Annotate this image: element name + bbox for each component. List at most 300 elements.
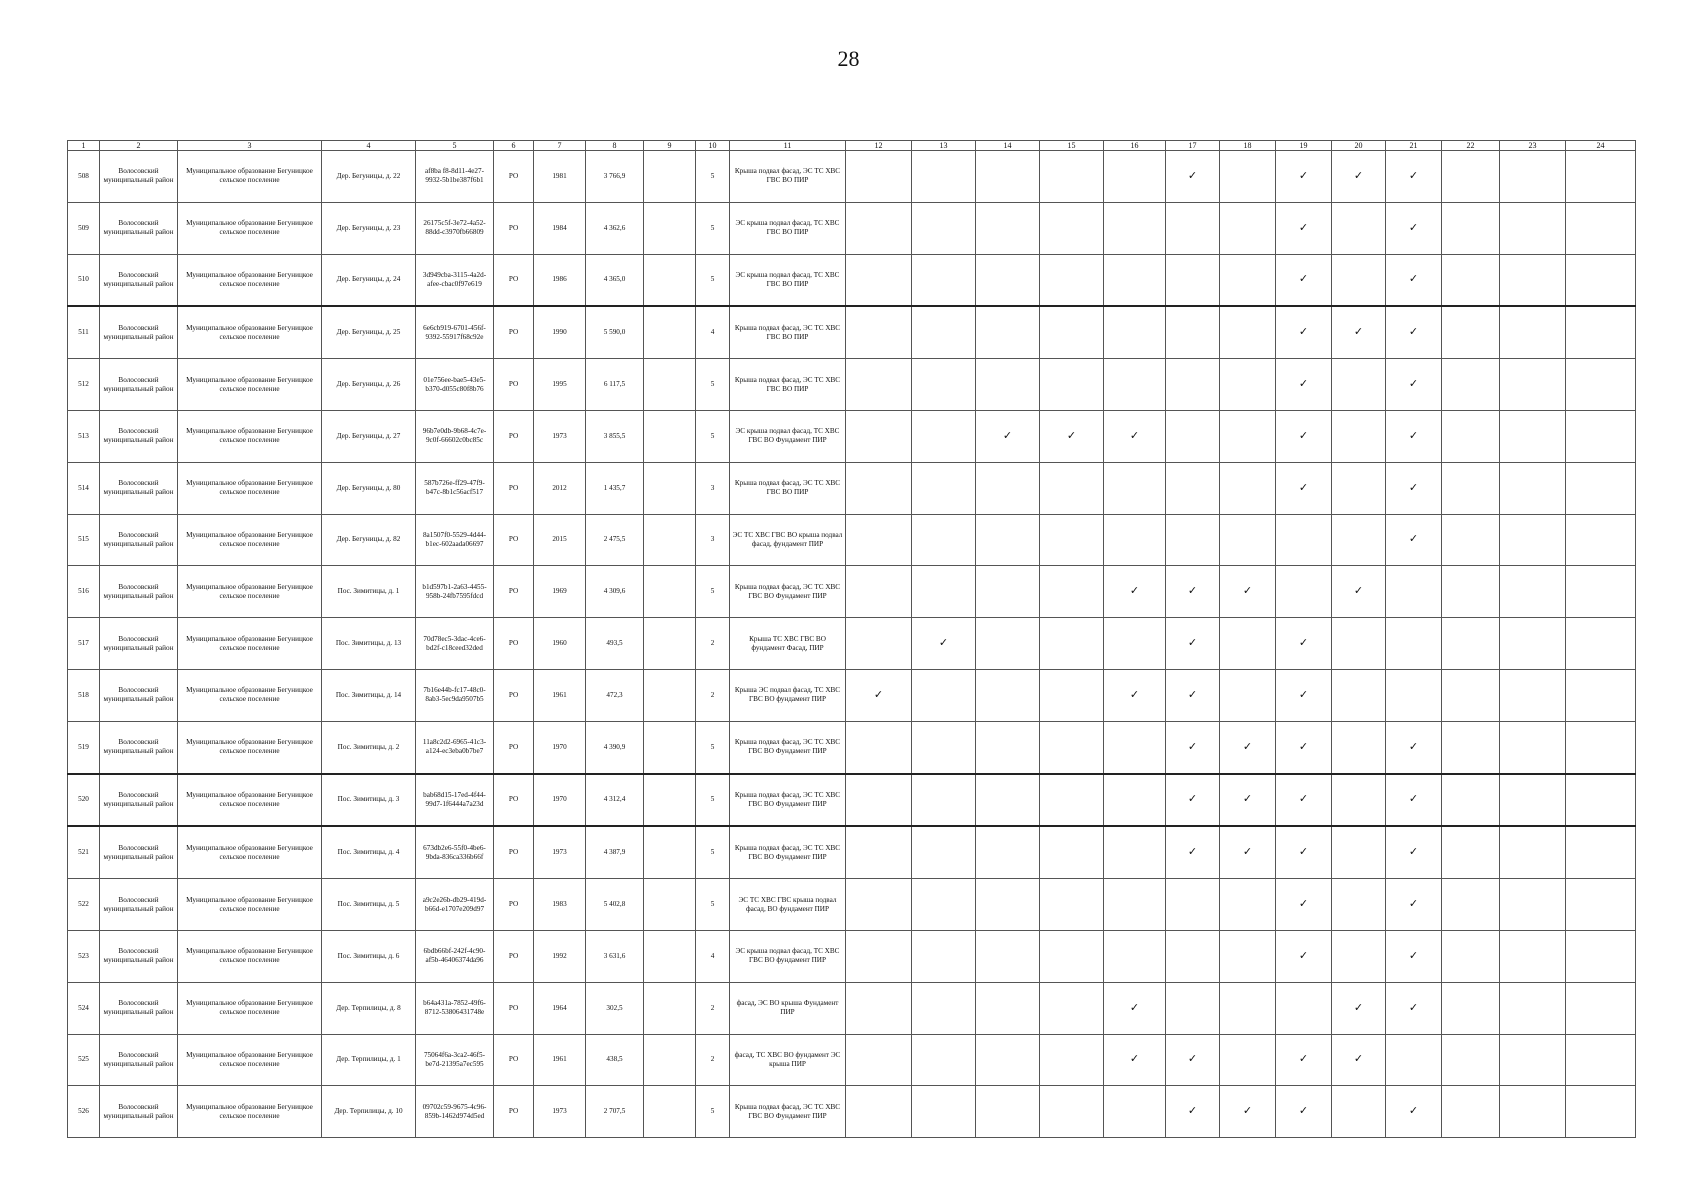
empty-cell: [1566, 669, 1636, 721]
table-row: [68, 514, 1636, 566]
empty-cell: [1040, 306, 1104, 358]
year-cell: 1995: [534, 359, 586, 411]
empty-cell: [976, 151, 1040, 203]
empty-cell: [846, 202, 912, 254]
works-cell: ЭС крыша подвал фасад, ТС ХВС ГВС ВО ПИР: [730, 254, 846, 306]
municipality-cell: Муниципальное образование Бегуницкое сельское поселение: [178, 410, 322, 462]
column-9-cell: [644, 879, 696, 931]
guid-cell: 6e6cb919-6701-456f-9392-55917f68c92e: [416, 306, 494, 358]
empty-cell: [976, 930, 1040, 982]
empty-cell: [846, 774, 912, 827]
district-cell: Волосовский муниципальный район: [100, 774, 178, 827]
ownership-type-cell: РО: [494, 1086, 534, 1138]
floors-cell: 4: [696, 930, 730, 982]
municipality-cell: Муниципальное образование Бегуницкое сельское поселение: [178, 669, 322, 721]
works-cell: Крыша подвал фасад, ЭС ТС ХВС ГВС ВО Фундамент ПИР: [730, 826, 846, 878]
empty-cell: [1040, 930, 1104, 982]
guid-cell: 70d78ec5-3dac-4ce6-bd2f-c18ceed32ded: [416, 618, 494, 670]
empty-cell: [1386, 669, 1442, 721]
ownership-type-cell: РО: [494, 306, 534, 358]
works-cell: Крыша подвал фасад, ЭС ТС ХВС ГВС ВО ПИР: [730, 359, 846, 411]
row-number: 526: [68, 1086, 100, 1138]
empty-cell: [912, 774, 976, 827]
empty-cell: [1220, 618, 1276, 670]
empty-cell: [912, 982, 976, 1034]
address-cell: Дер. Терпилицы, д. 10: [322, 1086, 416, 1138]
row-number: 515: [68, 514, 100, 566]
address-cell: Дер. Бегуницы, д. 27: [322, 410, 416, 462]
empty-cell: [846, 721, 912, 773]
check-mark-icon: ✓: [1386, 410, 1442, 462]
area-cell: 4 309,6: [586, 566, 644, 618]
empty-cell: [1566, 462, 1636, 514]
district-cell: Волосовский муниципальный район: [100, 359, 178, 411]
empty-cell: [1442, 1034, 1500, 1086]
empty-cell: [1566, 774, 1636, 827]
empty-cell: [1566, 930, 1636, 982]
empty-cell: [976, 826, 1040, 878]
check-mark-icon: ✓: [1276, 826, 1332, 878]
table-row: [68, 879, 1636, 931]
empty-cell: [1442, 306, 1500, 358]
column-9-cell: [644, 618, 696, 670]
check-mark-icon: ✓: [1220, 774, 1276, 827]
check-mark-icon: ✓: [1276, 618, 1332, 670]
empty-cell: [1500, 410, 1566, 462]
floors-cell: 5: [696, 879, 730, 931]
column-9-cell: [644, 930, 696, 982]
address-cell: Пос. Зимитицы, д. 4: [322, 826, 416, 878]
check-mark-icon: ✓: [1166, 826, 1220, 878]
row-number: 519: [68, 721, 100, 773]
column-number: 24: [1566, 141, 1636, 151]
year-cell: 1970: [534, 774, 586, 827]
check-mark-icon: ✓: [1386, 306, 1442, 358]
empty-cell: [1220, 462, 1276, 514]
ownership-type-cell: РО: [494, 566, 534, 618]
empty-cell: [1442, 669, 1500, 721]
column-number: 18: [1220, 141, 1276, 151]
empty-cell: [1566, 1034, 1636, 1086]
column-number: 1: [68, 141, 100, 151]
row-number: 510: [68, 254, 100, 306]
guid-cell: 75064f6a-3ca2-46f5-be7d-21395a7ec595: [416, 1034, 494, 1086]
empty-cell: [1500, 1086, 1566, 1138]
row-number: 524: [68, 982, 100, 1034]
table-row: [68, 359, 1636, 411]
empty-cell: [846, 514, 912, 566]
empty-cell: [976, 254, 1040, 306]
empty-cell: [1332, 774, 1386, 827]
empty-cell: [1500, 879, 1566, 931]
table-row: [68, 774, 1636, 827]
ownership-type-cell: РО: [494, 982, 534, 1034]
check-mark-icon: ✓: [1386, 879, 1442, 931]
year-cell: 1984: [534, 202, 586, 254]
year-cell: 1973: [534, 826, 586, 878]
empty-cell: [1040, 669, 1104, 721]
check-mark-icon: ✓: [1276, 1034, 1332, 1086]
empty-cell: [1566, 618, 1636, 670]
table-row: [68, 254, 1636, 306]
area-cell: 5 402,8: [586, 879, 644, 931]
ownership-type-cell: РО: [494, 202, 534, 254]
empty-cell: [1442, 930, 1500, 982]
works-cell: ЭС крыша подвал фасад, ТС ХВС ГВС ВО ПИР: [730, 202, 846, 254]
area-cell: 4 362,6: [586, 202, 644, 254]
check-mark-icon: ✓: [1166, 1034, 1220, 1086]
works-cell: ЭС ТС ХВС ГВС крыша подвал фасад, ВО фундамент ПИР: [730, 879, 846, 931]
row-number: 514: [68, 462, 100, 514]
floors-cell: 3: [696, 514, 730, 566]
empty-cell: [912, 151, 976, 203]
works-cell: фасад, ТС ХВС ВО фундамент ЭС крыша ПИР: [730, 1034, 846, 1086]
check-mark-icon: ✓: [1104, 410, 1166, 462]
empty-cell: [1566, 721, 1636, 773]
municipality-cell: Муниципальное образование Бегуницкое сельское поселение: [178, 462, 322, 514]
empty-cell: [1500, 254, 1566, 306]
empty-cell: [1040, 879, 1104, 931]
empty-cell: [912, 202, 976, 254]
district-cell: Волосовский муниципальный район: [100, 879, 178, 931]
works-cell: Крыша ЭС подвал фасад, ТС ХВС ГВС ВО фундамент ПИР: [730, 669, 846, 721]
ownership-type-cell: РО: [494, 826, 534, 878]
empty-cell: [846, 254, 912, 306]
ownership-type-cell: РО: [494, 151, 534, 203]
column-number: 12: [846, 141, 912, 151]
empty-cell: [976, 359, 1040, 411]
floors-cell: 5: [696, 721, 730, 773]
column-number: 22: [1442, 141, 1500, 151]
column-number: 23: [1500, 141, 1566, 151]
check-mark-icon: ✓: [1386, 982, 1442, 1034]
empty-cell: [1166, 982, 1220, 1034]
empty-cell: [1442, 1086, 1500, 1138]
year-cell: 1973: [534, 410, 586, 462]
ownership-type-cell: РО: [494, 618, 534, 670]
check-mark-icon: ✓: [1104, 669, 1166, 721]
check-mark-icon: ✓: [1276, 202, 1332, 254]
empty-cell: [1500, 202, 1566, 254]
municipality-cell: Муниципальное образование Бегуницкое сельское поселение: [178, 306, 322, 358]
empty-cell: [1166, 879, 1220, 931]
address-cell: Пос. Зимитицы, д. 2: [322, 721, 416, 773]
municipality-cell: Муниципальное образование Бегуницкое сельское поселение: [178, 930, 322, 982]
address-cell: Дер. Терпилицы, д. 1: [322, 1034, 416, 1086]
guid-cell: 26175c5f-3e72-4a52-88dd-c3970fb66809: [416, 202, 494, 254]
empty-cell: [1220, 930, 1276, 982]
empty-cell: [1220, 514, 1276, 566]
area-cell: 4 390,9: [586, 721, 644, 773]
check-mark-icon: ✓: [1276, 721, 1332, 773]
empty-cell: [1386, 618, 1442, 670]
guid-cell: a9c2e26b-db29-419d-b66d-e1707e209d97: [416, 879, 494, 931]
year-cell: 1973: [534, 1086, 586, 1138]
municipality-cell: Муниципальное образование Бегуницкое сельское поселение: [178, 1086, 322, 1138]
floors-cell: 4: [696, 306, 730, 358]
municipality-cell: Муниципальное образование Бегуницкое сельское поселение: [178, 254, 322, 306]
column-number: 11: [730, 141, 846, 151]
empty-cell: [1104, 514, 1166, 566]
empty-cell: [912, 462, 976, 514]
floors-cell: 2: [696, 618, 730, 670]
table-row: [68, 462, 1636, 514]
column-number: 15: [1040, 141, 1104, 151]
empty-cell: [1104, 359, 1166, 411]
empty-cell: [1332, 669, 1386, 721]
floors-cell: 5: [696, 826, 730, 878]
empty-cell: [846, 1086, 912, 1138]
column-9-cell: [644, 306, 696, 358]
empty-cell: [976, 514, 1040, 566]
empty-cell: [976, 669, 1040, 721]
floors-cell: 5: [696, 1086, 730, 1138]
column-number: 13: [912, 141, 976, 151]
page-number: 28: [837, 46, 860, 71]
address-cell: Пос. Зимитицы, д. 14: [322, 669, 416, 721]
floors-cell: 2: [696, 1034, 730, 1086]
empty-cell: [1040, 982, 1104, 1034]
check-mark-icon: ✓: [912, 618, 976, 670]
empty-cell: [1332, 721, 1386, 773]
empty-cell: [976, 774, 1040, 827]
empty-cell: [1566, 359, 1636, 411]
table-row: [68, 151, 1636, 203]
ownership-type-cell: РО: [494, 514, 534, 566]
column-9-cell: [644, 254, 696, 306]
empty-cell: [1104, 1086, 1166, 1138]
year-cell: 2012: [534, 462, 586, 514]
year-cell: 1961: [534, 669, 586, 721]
works-cell: Крыша подвал фасад, ЭС ТС ХВС ГВС ВО ПИР: [730, 151, 846, 203]
empty-cell: [1332, 618, 1386, 670]
check-mark-icon: ✓: [1276, 306, 1332, 358]
empty-cell: [1040, 359, 1104, 411]
check-mark-icon: ✓: [1166, 151, 1220, 203]
column-9-cell: [644, 1086, 696, 1138]
works-cell: ЭС ТС ХВС ГВС ВО крыша подвал фасад, фундамент ПИР: [730, 514, 846, 566]
guid-cell: 96b7e0db-9b68-4c7e-9c0f-66602c0bc85c: [416, 410, 494, 462]
municipality-cell: Муниципальное образование Бегуницкое сельское поселение: [178, 879, 322, 931]
empty-cell: [912, 826, 976, 878]
empty-cell: [1332, 514, 1386, 566]
address-cell: Дер. Терпилицы, д. 8: [322, 982, 416, 1034]
empty-cell: [912, 930, 976, 982]
column-number: 5: [416, 141, 494, 151]
empty-cell: [1500, 151, 1566, 203]
check-mark-icon: ✓: [1386, 721, 1442, 773]
area-cell: 3 766,9: [586, 151, 644, 203]
empty-cell: [1220, 410, 1276, 462]
empty-cell: [1332, 879, 1386, 931]
check-mark-icon: ✓: [1276, 254, 1332, 306]
check-mark-icon: ✓: [1386, 930, 1442, 982]
municipality-cell: Муниципальное образование Бегуницкое сельское поселение: [178, 202, 322, 254]
municipality-cell: Муниципальное образование Бегуницкое сельское поселение: [178, 566, 322, 618]
empty-cell: [1276, 514, 1332, 566]
empty-cell: [912, 566, 976, 618]
area-cell: 2 475,5: [586, 514, 644, 566]
municipality-cell: Муниципальное образование Бегуницкое сельское поселение: [178, 826, 322, 878]
empty-cell: [1442, 618, 1500, 670]
column-number: 16: [1104, 141, 1166, 151]
empty-cell: [1040, 826, 1104, 878]
municipality-cell: Муниципальное образование Бегуницкое сельское поселение: [178, 721, 322, 773]
address-cell: Дер. Бегуницы, д. 23: [322, 202, 416, 254]
empty-cell: [1104, 254, 1166, 306]
check-mark-icon: ✓: [1166, 1086, 1220, 1138]
empty-cell: [1104, 618, 1166, 670]
empty-cell: [1386, 1034, 1442, 1086]
empty-cell: [1500, 930, 1566, 982]
column-number: 20: [1332, 141, 1386, 151]
ownership-type-cell: РО: [494, 410, 534, 462]
column-number: 19: [1276, 141, 1332, 151]
empty-cell: [1566, 306, 1636, 358]
district-cell: Волосовский муниципальный район: [100, 982, 178, 1034]
empty-cell: [1166, 202, 1220, 254]
check-mark-icon: ✓: [1166, 566, 1220, 618]
column-number: 7: [534, 141, 586, 151]
empty-cell: [1276, 982, 1332, 1034]
empty-cell: [1442, 359, 1500, 411]
empty-cell: [1332, 359, 1386, 411]
works-cell: Крыша подвал фасад, ЭС ТС ХВС ГВС ВО Фундамент ПИР: [730, 721, 846, 773]
empty-cell: [1040, 202, 1104, 254]
table-row: [68, 930, 1636, 982]
empty-cell: [1442, 514, 1500, 566]
empty-cell: [1386, 566, 1442, 618]
guid-cell: af8ba f8-8d11-4e27-9932-5b1be387f6b1: [416, 151, 494, 203]
district-cell: Волосовский муниципальный район: [100, 514, 178, 566]
district-cell: Волосовский муниципальный район: [100, 202, 178, 254]
empty-cell: [1040, 774, 1104, 827]
ownership-type-cell: РО: [494, 1034, 534, 1086]
check-mark-icon: ✓: [1276, 879, 1332, 931]
municipality-cell: Муниципальное образование Бегуницкое сельское поселение: [178, 618, 322, 670]
guid-cell: bab68d15-17ed-4f44-99d7-1f6444a7a23d: [416, 774, 494, 827]
empty-cell: [976, 1034, 1040, 1086]
empty-cell: [912, 879, 976, 931]
check-mark-icon: ✓: [1386, 359, 1442, 411]
year-cell: 1990: [534, 306, 586, 358]
empty-cell: [1566, 514, 1636, 566]
empty-cell: [1566, 1086, 1636, 1138]
district-cell: Волосовский муниципальный район: [100, 721, 178, 773]
check-mark-icon: ✓: [1386, 462, 1442, 514]
empty-cell: [1166, 930, 1220, 982]
area-cell: 3 855,5: [586, 410, 644, 462]
empty-cell: [1166, 306, 1220, 358]
district-cell: Волосовский муниципальный район: [100, 1086, 178, 1138]
empty-cell: [976, 566, 1040, 618]
row-number: 508: [68, 151, 100, 203]
address-cell: Пос. Зимитицы, д. 13: [322, 618, 416, 670]
empty-cell: [846, 982, 912, 1034]
works-cell: Крыша подвал фасад, ЭС ТС ХВС ГВС ВО Фундамент ПИР: [730, 566, 846, 618]
empty-cell: [1332, 1086, 1386, 1138]
empty-cell: [976, 202, 1040, 254]
row-number: 525: [68, 1034, 100, 1086]
empty-cell: [846, 306, 912, 358]
year-cell: 1983: [534, 879, 586, 931]
table-row: [68, 669, 1636, 721]
floors-cell: 5: [696, 151, 730, 203]
empty-cell: [1104, 826, 1166, 878]
empty-cell: [912, 254, 976, 306]
area-cell: 3 631,6: [586, 930, 644, 982]
empty-cell: [1104, 306, 1166, 358]
check-mark-icon: ✓: [1220, 826, 1276, 878]
area-cell: 1 435,7: [586, 462, 644, 514]
works-cell: Крыша подвал фасад, ЭС ТС ХВС ГВС ВО Фундамент ПИР: [730, 1086, 846, 1138]
check-mark-icon: ✓: [1276, 1086, 1332, 1138]
empty-cell: [1566, 879, 1636, 931]
row-number: 517: [68, 618, 100, 670]
empty-cell: [1500, 721, 1566, 773]
area-cell: 5 590,0: [586, 306, 644, 358]
column-9-cell: [644, 826, 696, 878]
column-9-cell: [644, 566, 696, 618]
check-mark-icon: ✓: [1166, 618, 1220, 670]
year-cell: 1969: [534, 566, 586, 618]
empty-cell: [976, 618, 1040, 670]
row-number: 521: [68, 826, 100, 878]
empty-cell: [1566, 254, 1636, 306]
empty-cell: [1442, 774, 1500, 827]
column-number: 6: [494, 141, 534, 151]
empty-cell: [846, 462, 912, 514]
check-mark-icon: ✓: [1166, 774, 1220, 827]
empty-cell: [1220, 306, 1276, 358]
column-9-cell: [644, 982, 696, 1034]
empty-cell: [1442, 826, 1500, 878]
empty-cell: [1040, 1034, 1104, 1086]
empty-cell: [912, 1086, 976, 1138]
check-mark-icon: ✓: [1166, 721, 1220, 773]
table-row: [68, 566, 1636, 618]
works-cell: Крыша подвал фасад, ЭС ТС ХВС ГВС ВО ПИР: [730, 306, 846, 358]
ownership-type-cell: РО: [494, 254, 534, 306]
empty-cell: [1040, 514, 1104, 566]
empty-cell: [1442, 462, 1500, 514]
district-cell: Волосовский муниципальный район: [100, 254, 178, 306]
empty-cell: [1220, 202, 1276, 254]
empty-cell: [1220, 254, 1276, 306]
check-mark-icon: ✓: [1386, 514, 1442, 566]
area-cell: 2 707,5: [586, 1086, 644, 1138]
area-cell: 4 387,9: [586, 826, 644, 878]
address-cell: Дер. Бегуницы, д. 82: [322, 514, 416, 566]
check-mark-icon: ✓: [1276, 774, 1332, 827]
ownership-type-cell: РО: [494, 774, 534, 827]
check-mark-icon: ✓: [1386, 254, 1442, 306]
column-9-cell: [644, 774, 696, 827]
empty-cell: [912, 359, 976, 411]
empty-cell: [1500, 669, 1566, 721]
empty-cell: [1040, 1086, 1104, 1138]
check-mark-icon: ✓: [846, 669, 912, 721]
address-cell: Пос. Зимитицы, д. 3: [322, 774, 416, 827]
empty-cell: [846, 151, 912, 203]
empty-cell: [1566, 202, 1636, 254]
table-row: [68, 618, 1636, 670]
empty-cell: [1220, 982, 1276, 1034]
empty-cell: [1442, 566, 1500, 618]
check-mark-icon: ✓: [1276, 669, 1332, 721]
year-cell: 1960: [534, 618, 586, 670]
empty-cell: [912, 514, 976, 566]
